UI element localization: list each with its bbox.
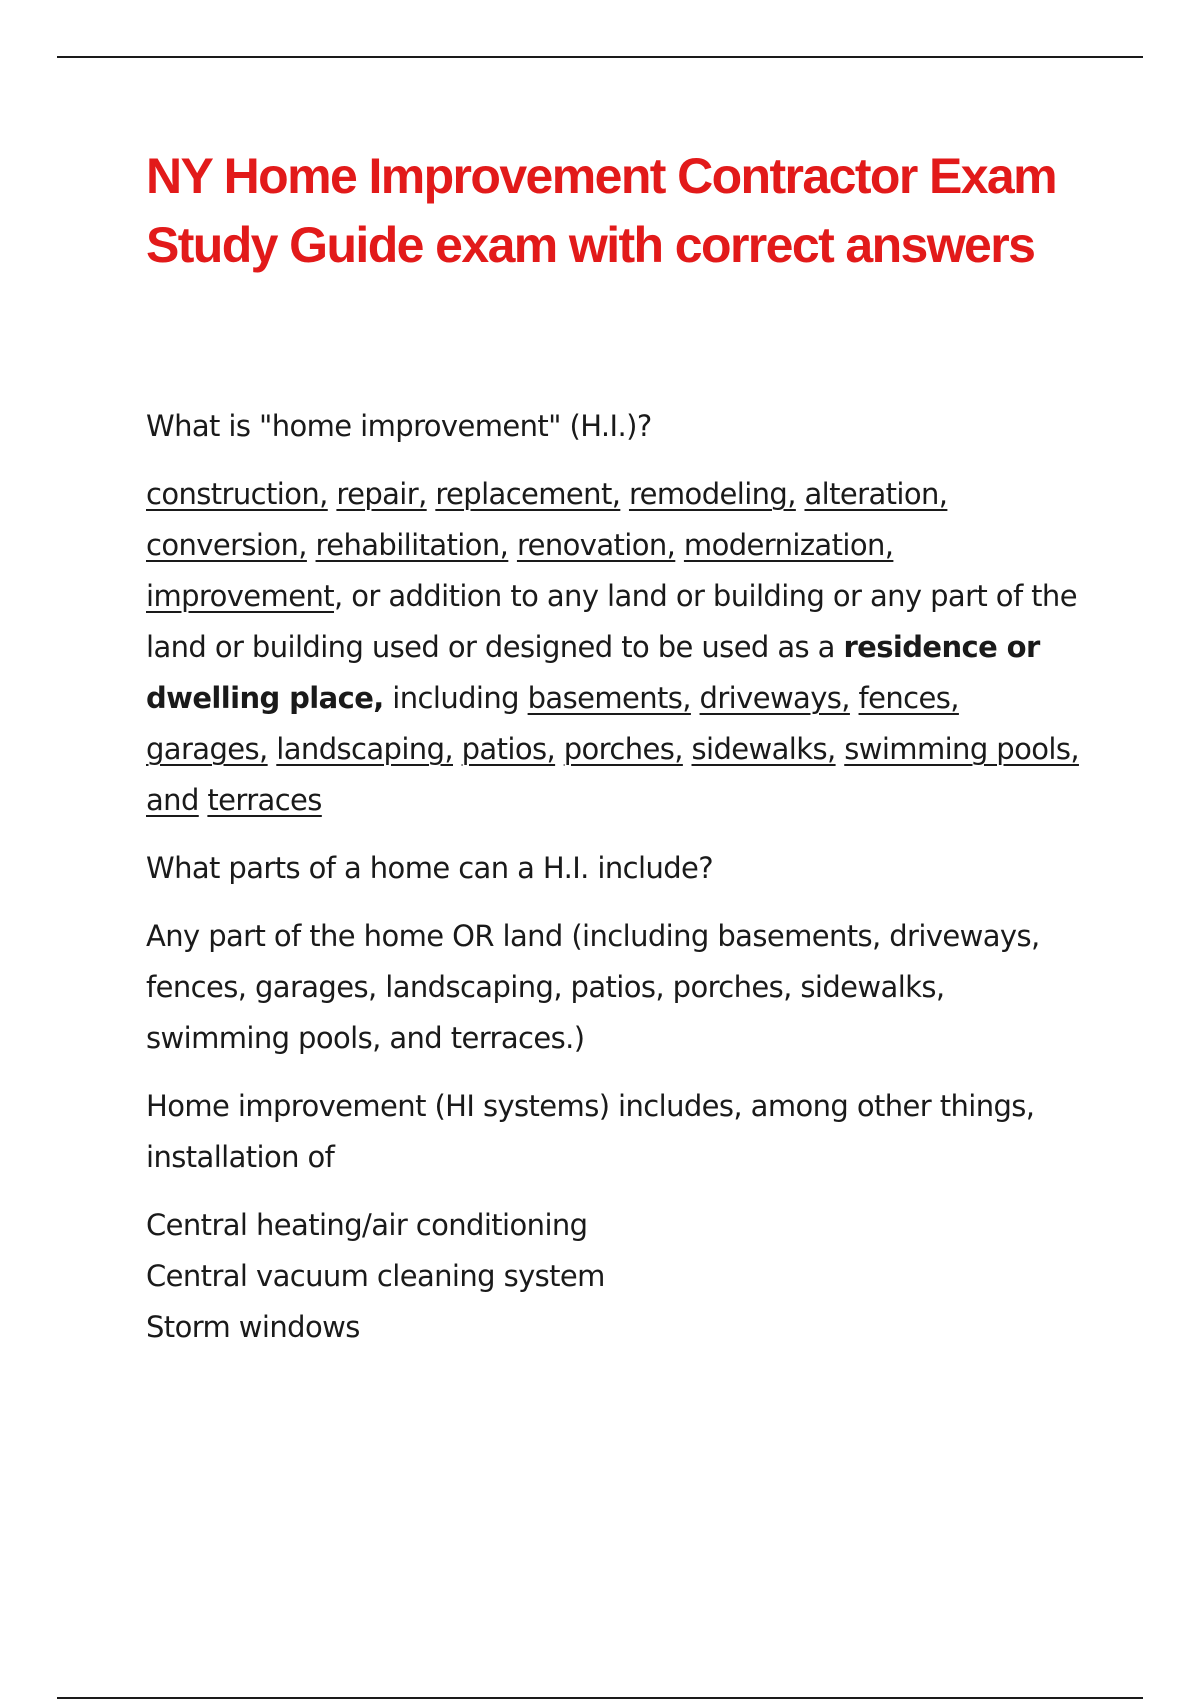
term-renovation: renovation, [516, 528, 676, 562]
answer-1 [146, 469, 1086, 826]
term-basements: basements, [527, 681, 691, 715]
answer-1-text-b: including [383, 681, 528, 715]
term-conversion: conversion, [146, 528, 307, 562]
term-swimming-pools: swimming pools, [844, 732, 1079, 766]
top-divider [57, 56, 1143, 58]
term-repair: repair, [336, 477, 427, 511]
question-2: What parts of a home can a H.I. include? [146, 851, 714, 885]
bottom-divider [57, 1697, 1143, 1699]
answer-3-line-1: Central heating/air conditioning [146, 1208, 588, 1242]
answer-1-text-a: , or addition to any land or building or any part of the land or building used or designed to be used as a [146, 579, 1077, 664]
answer-3-line-2: Central vacuum cleaning system [146, 1259, 605, 1293]
question-1: What is "home improvement" (H.I.)? [146, 409, 652, 443]
answer-2: Any part of the home OR land (including basements, driveways, fences, garages, landscaping, patios, porches, sidewalks, swimming pools, and terraces.) [146, 919, 1040, 1055]
term-fences: fences, [858, 681, 959, 715]
document-title: NY Home Improvement Contractor Exam Study Guide exam with correct answers [146, 148, 1056, 273]
answer-3 [146, 1200, 1086, 1353]
term-modernization: modernization, [683, 528, 894, 562]
answer-3-line-3: Storm windows [146, 1310, 360, 1344]
term-and: and [146, 783, 199, 817]
term-sidewalks: sidewalks, [691, 732, 836, 766]
term-patios: patios, [461, 732, 556, 766]
term-residence-dwelling: residence or dwelling place, [146, 630, 1040, 715]
term-alteration: alteration, [804, 477, 948, 511]
question-3: Home improvement (HI systems) includes, among other things, installation of [146, 1089, 1035, 1174]
term-remodeling: remodeling, [628, 477, 796, 511]
term-landscaping: landscaping, [276, 732, 453, 766]
term-garages: garages, [146, 732, 268, 766]
term-replacement: replacement, [435, 477, 621, 511]
term-porches: porches, [563, 732, 683, 766]
document-body [146, 142, 1086, 1353]
term-driveways: driveways, [699, 681, 850, 715]
term-improvement: improvement [146, 579, 334, 613]
term-terraces: terraces [207, 783, 322, 817]
term-rehabilitation: rehabilitation, [315, 528, 509, 562]
term-construction: construction, [146, 477, 328, 511]
